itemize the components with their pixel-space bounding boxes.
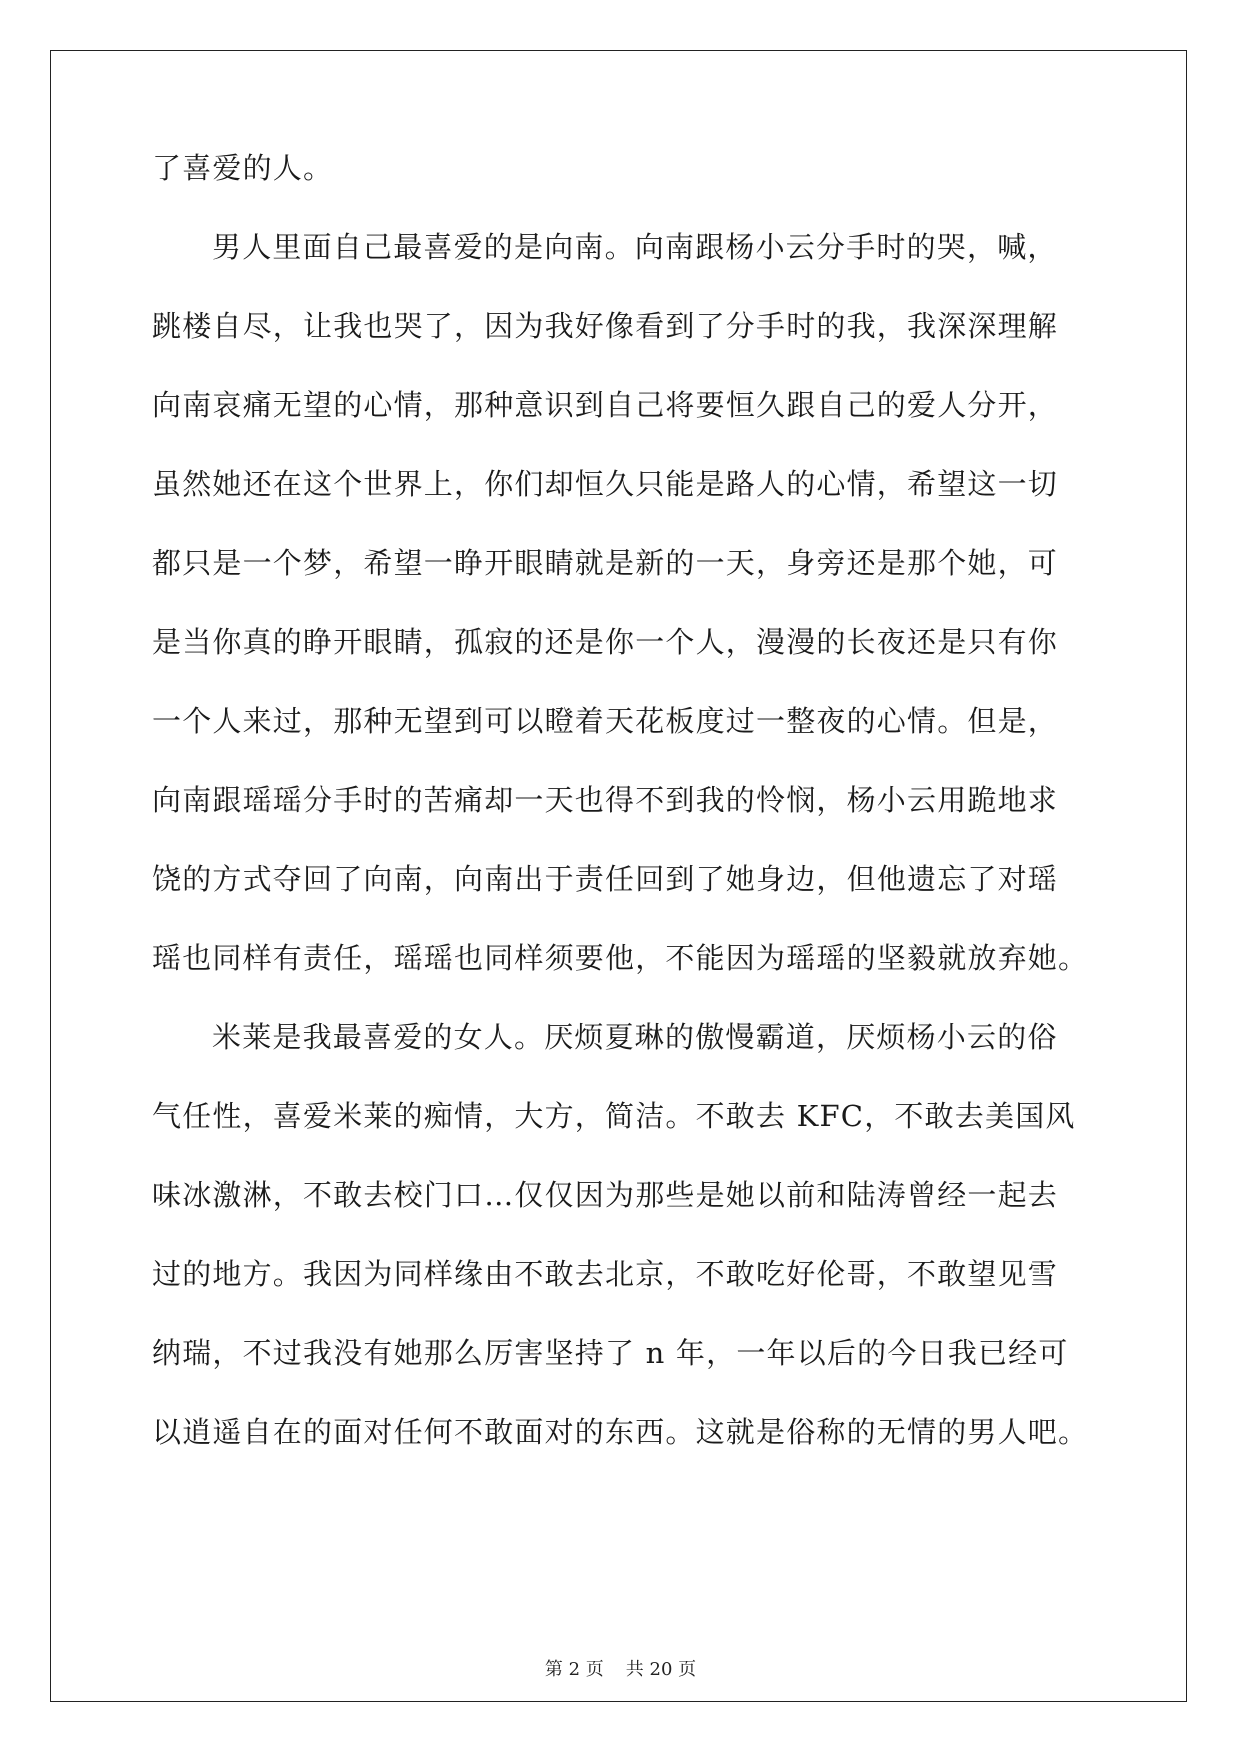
document-body (152, 148, 1092, 1491)
text-line: 跳楼自尽，让我也哭了，因为我好像看到了分手时的我，我深深理解 (152, 309, 1059, 343)
text-line: 饶的方式夺回了向南，向南出于责任回到了她身边，但他遗忘了对瑶 (152, 862, 1059, 896)
text-line: 过的地方。我因为同样缘由不敢去北京，不敢吃好伦哥，不敢望见雪 (152, 1257, 1059, 1291)
text-line: 是当你真的睁开眼睛，孤寂的还是你一个人，漫漫的长夜还是只有你 (152, 625, 1059, 659)
text-line: 米莱是我最喜爱的女人。厌烦夏琳的傲慢霸道，厌烦杨小云的俗 (212, 1020, 1058, 1054)
text-line: 虽然她还在这个世界上，你们却恒久只能是路人的心情，希望这一切 (152, 467, 1059, 501)
text-line: 都只是一个梦，希望一睁开眼睛就是新的一天，身旁还是那个她，可 (152, 546, 1059, 580)
text-line: 了喜爱的人。 (152, 151, 334, 185)
text-line: 向南哀痛无望的心情，那种意识到自己将要恒久跟自己的爱人分开， (152, 388, 1059, 422)
text-line: 向南跟瑶瑶分手时的苦痛却一天也得不到我的怜悯，杨小云用跪地求 (152, 783, 1059, 817)
text-line: 一个人来过，那种无望到可以瞪着天花板度过一整夜的心情。但是， (152, 704, 1059, 738)
text-line: 纳瑞，不过我没有她那么厉害坚持了 n 年，一年以后的今日我已经可 (152, 1336, 1069, 1370)
text-line: 味冰激淋，不敢去校门口…仅仅因为那些是她以前和陆涛曾经一起去 (152, 1178, 1059, 1212)
page-number: 第 2 页 (544, 1659, 604, 1680)
page-total: 共 20 页 (625, 1659, 697, 1680)
text-line: 以逍遥自在的面对任何不敢面对的东西。这就是俗称的无情的男人吧。 (152, 1415, 1089, 1449)
text-line: 气任性，喜爱米莱的痴情，大方，简洁。不敢去 KFC，不敢去美国风 (152, 1099, 1076, 1133)
page-footer (0, 1655, 1241, 1681)
text-line: 瑶也同样有责任，瑶瑶也同样须要他，不能因为瑶瑶的坚毅就放弃她。 (152, 941, 1089, 975)
text-line: 男人里面自己最喜爱的是向南。向南跟杨小云分手时的哭，喊， (212, 230, 1058, 264)
